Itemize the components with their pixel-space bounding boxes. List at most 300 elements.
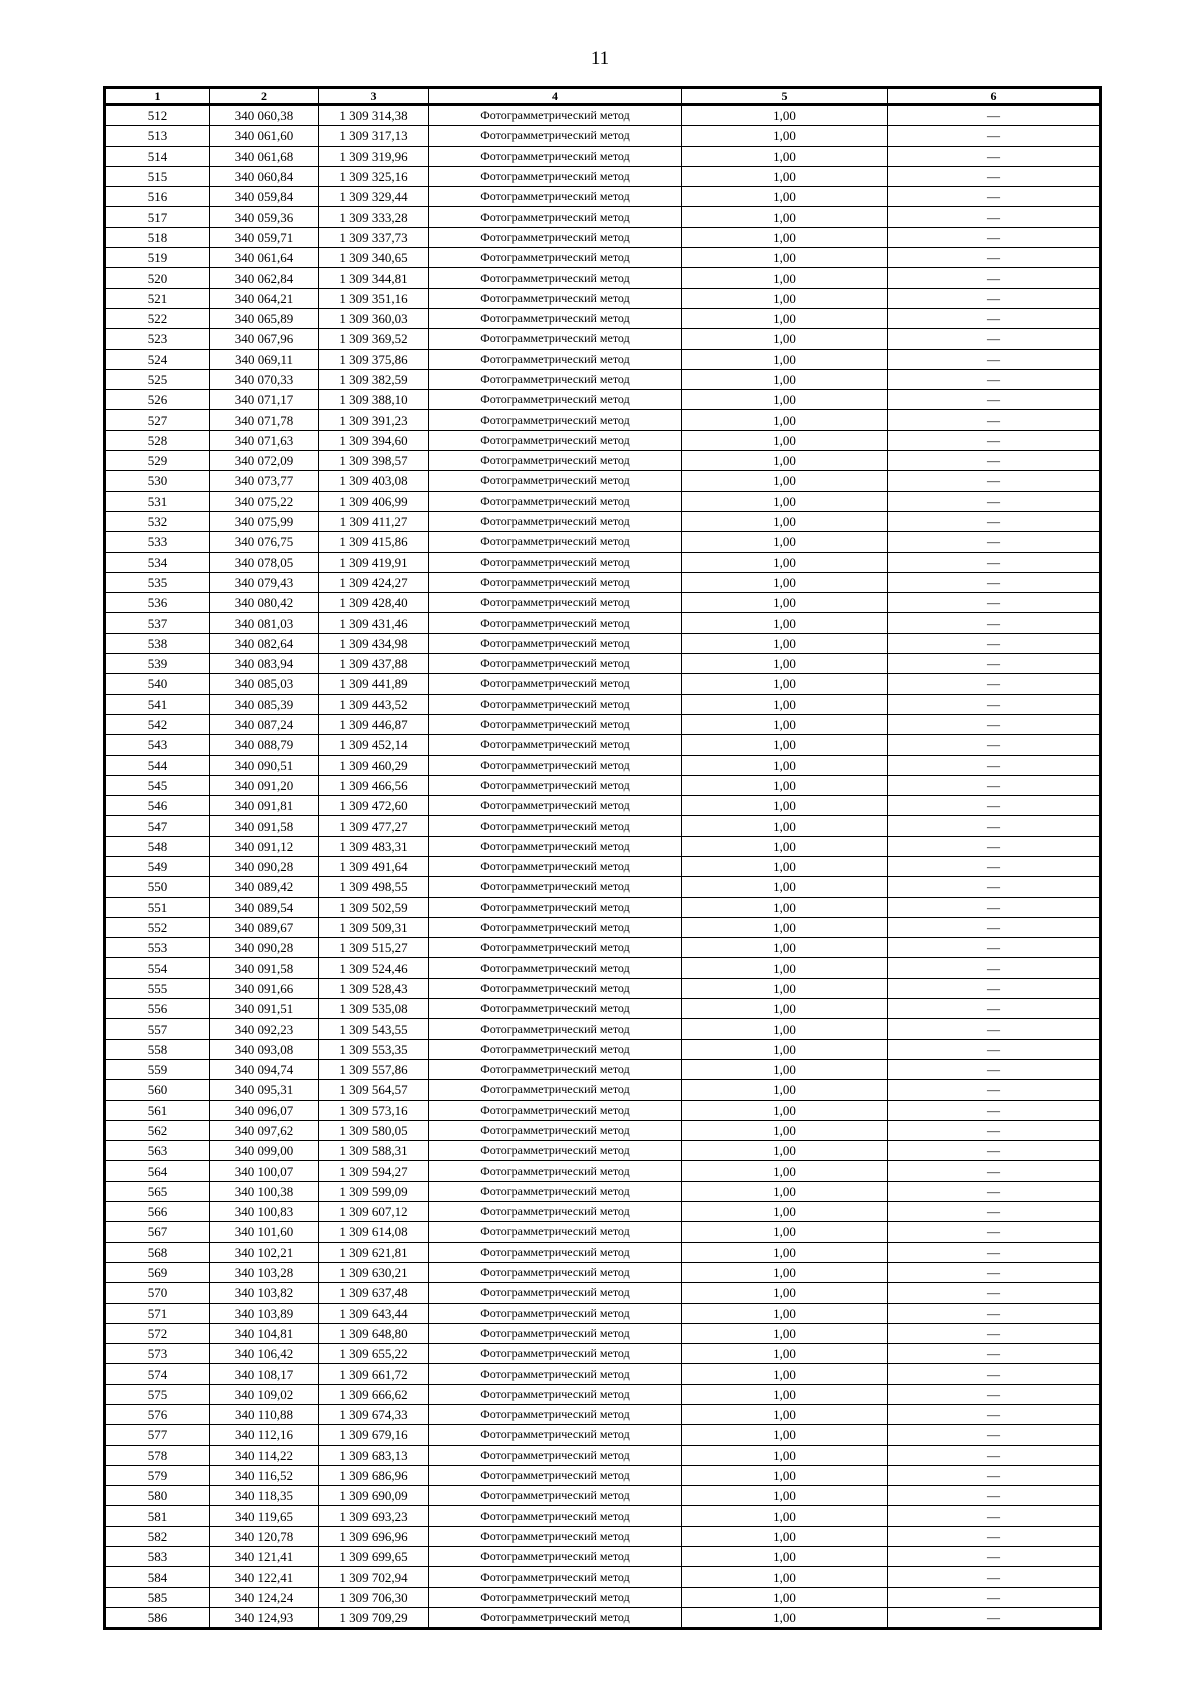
y-coordinate-cell: 1 309 477,27 bbox=[319, 816, 429, 836]
x-coordinate-cell: 340 091,51 bbox=[210, 999, 319, 1019]
point-number-cell: 537 bbox=[105, 613, 210, 633]
table-row bbox=[105, 1526, 1101, 1546]
method-cell: Фотограмметрический метод bbox=[429, 491, 682, 511]
table-row bbox=[105, 329, 1101, 349]
table-row bbox=[105, 694, 1101, 714]
table-header-row bbox=[105, 88, 1101, 105]
point-number-cell: 568 bbox=[105, 1242, 210, 1262]
point-number-cell: 535 bbox=[105, 572, 210, 592]
x-coordinate-cell: 340 114,22 bbox=[210, 1445, 319, 1465]
table-row bbox=[105, 1059, 1101, 1079]
point-number-cell: 575 bbox=[105, 1384, 210, 1404]
point-number-cell: 555 bbox=[105, 978, 210, 998]
x-coordinate-cell: 340 091,81 bbox=[210, 796, 319, 816]
accuracy-cell: 1,00 bbox=[682, 856, 888, 876]
x-coordinate-cell: 340 097,62 bbox=[210, 1120, 319, 1140]
point-number-cell: 578 bbox=[105, 1445, 210, 1465]
x-coordinate-cell: 340 085,03 bbox=[210, 674, 319, 694]
note-cell: — bbox=[888, 593, 1101, 613]
point-number-cell: 546 bbox=[105, 796, 210, 816]
method-cell: Фотограмметрический метод bbox=[429, 938, 682, 958]
point-number-cell: 534 bbox=[105, 552, 210, 572]
table-row bbox=[105, 816, 1101, 836]
accuracy-cell: 1,00 bbox=[682, 1202, 888, 1222]
table-row bbox=[105, 308, 1101, 328]
accuracy-cell: 1,00 bbox=[682, 1181, 888, 1201]
point-number-cell: 584 bbox=[105, 1567, 210, 1587]
x-coordinate-cell: 340 112,16 bbox=[210, 1425, 319, 1445]
accuracy-cell: 1,00 bbox=[682, 308, 888, 328]
x-coordinate-cell: 340 104,81 bbox=[210, 1323, 319, 1343]
table-row bbox=[105, 836, 1101, 856]
x-coordinate-cell: 340 061,64 bbox=[210, 248, 319, 268]
table-row bbox=[105, 1222, 1101, 1242]
method-cell: Фотограмметрический метод bbox=[429, 471, 682, 491]
y-coordinate-cell: 1 309 483,31 bbox=[319, 836, 429, 856]
method-cell: Фотограмметрический метод bbox=[429, 1405, 682, 1425]
table-row bbox=[105, 735, 1101, 755]
method-cell: Фотограмметрический метод bbox=[429, 816, 682, 836]
accuracy-cell: 1,00 bbox=[682, 105, 888, 126]
y-coordinate-cell: 1 309 333,28 bbox=[319, 207, 429, 227]
y-coordinate-cell: 1 309 502,59 bbox=[319, 897, 429, 917]
accuracy-cell: 1,00 bbox=[682, 836, 888, 856]
note-cell: — bbox=[888, 1445, 1101, 1465]
method-cell: Фотограмметрический метод bbox=[429, 308, 682, 328]
table-row bbox=[105, 1100, 1101, 1120]
point-number-cell: 559 bbox=[105, 1059, 210, 1079]
point-number-cell: 531 bbox=[105, 491, 210, 511]
accuracy-cell: 1,00 bbox=[682, 593, 888, 613]
note-cell: — bbox=[888, 1364, 1101, 1384]
table-row bbox=[105, 166, 1101, 186]
method-cell: Фотограмметрический метод bbox=[429, 227, 682, 247]
table-row bbox=[105, 369, 1101, 389]
method-cell: Фотограмметрический метод bbox=[429, 775, 682, 795]
table-row bbox=[105, 1080, 1101, 1100]
point-number-cell: 528 bbox=[105, 430, 210, 450]
note-cell: — bbox=[888, 755, 1101, 775]
note-cell: — bbox=[888, 1547, 1101, 1567]
x-coordinate-cell: 340 075,99 bbox=[210, 511, 319, 531]
point-number-cell: 550 bbox=[105, 877, 210, 897]
note-cell: — bbox=[888, 390, 1101, 410]
accuracy-cell: 1,00 bbox=[682, 1587, 888, 1607]
table-row bbox=[105, 978, 1101, 998]
y-coordinate-cell: 1 309 415,86 bbox=[319, 532, 429, 552]
note-cell: — bbox=[888, 1506, 1101, 1526]
table-row bbox=[105, 714, 1101, 734]
note-cell: — bbox=[888, 1242, 1101, 1262]
point-number-cell: 583 bbox=[105, 1547, 210, 1567]
point-number-cell: 520 bbox=[105, 268, 210, 288]
note-cell: — bbox=[888, 999, 1101, 1019]
note-cell: — bbox=[888, 227, 1101, 247]
y-coordinate-cell: 1 309 509,31 bbox=[319, 917, 429, 937]
method-cell: Фотограмметрический метод bbox=[429, 369, 682, 389]
x-coordinate-cell: 340 061,60 bbox=[210, 126, 319, 146]
table-row bbox=[105, 1303, 1101, 1323]
point-number-cell: 526 bbox=[105, 390, 210, 410]
table-row bbox=[105, 1445, 1101, 1465]
x-coordinate-cell: 340 059,36 bbox=[210, 207, 319, 227]
y-coordinate-cell: 1 309 524,46 bbox=[319, 958, 429, 978]
x-coordinate-cell: 340 090,28 bbox=[210, 856, 319, 876]
y-coordinate-cell: 1 309 344,81 bbox=[319, 268, 429, 288]
x-coordinate-cell: 340 096,07 bbox=[210, 1100, 319, 1120]
y-coordinate-cell: 1 309 460,29 bbox=[319, 755, 429, 775]
method-cell: Фотограмметрический метод bbox=[429, 694, 682, 714]
point-number-cell: 585 bbox=[105, 1587, 210, 1607]
accuracy-cell: 1,00 bbox=[682, 511, 888, 531]
note-cell: — bbox=[888, 410, 1101, 430]
table-row bbox=[105, 532, 1101, 552]
point-number-cell: 580 bbox=[105, 1486, 210, 1506]
y-coordinate-cell: 1 309 498,55 bbox=[319, 877, 429, 897]
accuracy-cell: 1,00 bbox=[682, 1120, 888, 1140]
method-cell: Фотограмметрический метод bbox=[429, 836, 682, 856]
accuracy-cell: 1,00 bbox=[682, 674, 888, 694]
point-number-cell: 552 bbox=[105, 917, 210, 937]
method-cell: Фотограмметрический метод bbox=[429, 1607, 682, 1628]
x-coordinate-cell: 340 109,02 bbox=[210, 1384, 319, 1404]
y-coordinate-cell: 1 309 437,88 bbox=[319, 654, 429, 674]
y-coordinate-cell: 1 309 690,09 bbox=[319, 1486, 429, 1506]
point-number-cell: 577 bbox=[105, 1425, 210, 1445]
table-row bbox=[105, 958, 1101, 978]
accuracy-cell: 1,00 bbox=[682, 938, 888, 958]
x-coordinate-cell: 340 122,41 bbox=[210, 1567, 319, 1587]
method-cell: Фотограмметрический метод bbox=[429, 410, 682, 430]
note-cell: — bbox=[888, 1181, 1101, 1201]
accuracy-cell: 1,00 bbox=[682, 1323, 888, 1343]
accuracy-cell: 1,00 bbox=[682, 1080, 888, 1100]
method-cell: Фотограмметрический метод bbox=[429, 714, 682, 734]
column-header-2: 2 bbox=[210, 88, 319, 105]
table-row bbox=[105, 1120, 1101, 1140]
note-cell: — bbox=[888, 1222, 1101, 1242]
table-row bbox=[105, 511, 1101, 531]
method-cell: Фотограмметрический метод bbox=[429, 288, 682, 308]
accuracy-cell: 1,00 bbox=[682, 1526, 888, 1546]
y-coordinate-cell: 1 309 679,16 bbox=[319, 1425, 429, 1445]
point-number-cell: 549 bbox=[105, 856, 210, 876]
point-number-cell: 527 bbox=[105, 410, 210, 430]
method-cell: Фотограмметрический метод bbox=[429, 654, 682, 674]
y-coordinate-cell: 1 309 706,30 bbox=[319, 1587, 429, 1607]
method-cell: Фотограмметрический метод bbox=[429, 1181, 682, 1201]
point-number-cell: 576 bbox=[105, 1405, 210, 1425]
table-row bbox=[105, 430, 1101, 450]
y-coordinate-cell: 1 309 637,48 bbox=[319, 1283, 429, 1303]
accuracy-cell: 1,00 bbox=[682, 877, 888, 897]
table-row bbox=[105, 288, 1101, 308]
y-coordinate-cell: 1 309 431,46 bbox=[319, 613, 429, 633]
note-cell: — bbox=[888, 511, 1101, 531]
method-cell: Фотограмметрический метод bbox=[429, 105, 682, 126]
point-number-cell: 566 bbox=[105, 1202, 210, 1222]
accuracy-cell: 1,00 bbox=[682, 491, 888, 511]
x-coordinate-cell: 340 091,20 bbox=[210, 775, 319, 795]
x-coordinate-cell: 340 120,78 bbox=[210, 1526, 319, 1546]
method-cell: Фотограмметрический метод bbox=[429, 1019, 682, 1039]
method-cell: Фотограмметрический метод bbox=[429, 532, 682, 552]
note-cell: — bbox=[888, 856, 1101, 876]
point-number-cell: 533 bbox=[105, 532, 210, 552]
note-cell: — bbox=[888, 958, 1101, 978]
table-row bbox=[105, 248, 1101, 268]
y-coordinate-cell: 1 309 702,94 bbox=[319, 1567, 429, 1587]
y-coordinate-cell: 1 309 661,72 bbox=[319, 1364, 429, 1384]
note-cell: — bbox=[888, 1526, 1101, 1546]
accuracy-cell: 1,00 bbox=[682, 1161, 888, 1181]
method-cell: Фотограмметрический метод bbox=[429, 1465, 682, 1485]
accuracy-cell: 1,00 bbox=[682, 1567, 888, 1587]
accuracy-cell: 1,00 bbox=[682, 1059, 888, 1079]
x-coordinate-cell: 340 091,66 bbox=[210, 978, 319, 998]
method-cell: Фотограмметрический метод bbox=[429, 1323, 682, 1343]
note-cell: — bbox=[888, 1405, 1101, 1425]
note-cell: — bbox=[888, 166, 1101, 186]
note-cell: — bbox=[888, 187, 1101, 207]
x-coordinate-cell: 340 110,88 bbox=[210, 1405, 319, 1425]
accuracy-cell: 1,00 bbox=[682, 978, 888, 998]
method-cell: Фотограмметрический метод bbox=[429, 126, 682, 146]
accuracy-cell: 1,00 bbox=[682, 349, 888, 369]
accuracy-cell: 1,00 bbox=[682, 1425, 888, 1445]
x-coordinate-cell: 340 099,00 bbox=[210, 1141, 319, 1161]
table-row bbox=[105, 917, 1101, 937]
y-coordinate-cell: 1 309 553,35 bbox=[319, 1039, 429, 1059]
accuracy-cell: 1,00 bbox=[682, 532, 888, 552]
method-cell: Фотограмметрический метод bbox=[429, 1344, 682, 1364]
table-row bbox=[105, 552, 1101, 572]
note-cell: — bbox=[888, 978, 1101, 998]
point-number-cell: 523 bbox=[105, 329, 210, 349]
method-cell: Фотограмметрический метод bbox=[429, 735, 682, 755]
y-coordinate-cell: 1 309 491,64 bbox=[319, 856, 429, 876]
table-row bbox=[105, 877, 1101, 897]
table-row bbox=[105, 1486, 1101, 1506]
method-cell: Фотограмметрический метод bbox=[429, 1526, 682, 1546]
column-header-1: 1 bbox=[105, 88, 210, 105]
point-number-cell: 517 bbox=[105, 207, 210, 227]
point-number-cell: 581 bbox=[105, 1506, 210, 1526]
accuracy-cell: 1,00 bbox=[682, 430, 888, 450]
method-cell: Фотограмметрический метод bbox=[429, 1364, 682, 1384]
method-cell: Фотограмметрический метод bbox=[429, 958, 682, 978]
table-row bbox=[105, 268, 1101, 288]
accuracy-cell: 1,00 bbox=[682, 1039, 888, 1059]
accuracy-cell: 1,00 bbox=[682, 1242, 888, 1262]
point-number-cell: 525 bbox=[105, 369, 210, 389]
note-cell: — bbox=[888, 694, 1101, 714]
note-cell: — bbox=[888, 1141, 1101, 1161]
point-number-cell: 571 bbox=[105, 1303, 210, 1323]
accuracy-cell: 1,00 bbox=[682, 207, 888, 227]
point-number-cell: 547 bbox=[105, 816, 210, 836]
table-row bbox=[105, 897, 1101, 917]
point-number-cell: 553 bbox=[105, 938, 210, 958]
point-number-cell: 521 bbox=[105, 288, 210, 308]
point-number-cell: 579 bbox=[105, 1465, 210, 1485]
table-row bbox=[105, 207, 1101, 227]
note-cell: — bbox=[888, 1262, 1101, 1282]
x-coordinate-cell: 340 100,83 bbox=[210, 1202, 319, 1222]
x-coordinate-cell: 340 093,08 bbox=[210, 1039, 319, 1059]
method-cell: Фотограмметрический метод bbox=[429, 207, 682, 227]
method-cell: Фотограмметрический метод bbox=[429, 856, 682, 876]
table-row bbox=[105, 1161, 1101, 1181]
x-coordinate-cell: 340 080,42 bbox=[210, 593, 319, 613]
x-coordinate-cell: 340 088,79 bbox=[210, 735, 319, 755]
table-row bbox=[105, 856, 1101, 876]
accuracy-cell: 1,00 bbox=[682, 227, 888, 247]
accuracy-cell: 1,00 bbox=[682, 329, 888, 349]
method-cell: Фотограмметрический метод bbox=[429, 1080, 682, 1100]
y-coordinate-cell: 1 309 388,10 bbox=[319, 390, 429, 410]
table-row bbox=[105, 105, 1101, 126]
table-row bbox=[105, 1202, 1101, 1222]
y-coordinate-cell: 1 309 398,57 bbox=[319, 451, 429, 471]
table-row bbox=[105, 796, 1101, 816]
note-cell: — bbox=[888, 430, 1101, 450]
y-coordinate-cell: 1 309 621,81 bbox=[319, 1242, 429, 1262]
table-row bbox=[105, 187, 1101, 207]
point-number-cell: 562 bbox=[105, 1120, 210, 1140]
point-number-cell: 557 bbox=[105, 1019, 210, 1039]
method-cell: Фотограмметрический метод bbox=[429, 1303, 682, 1323]
accuracy-cell: 1,00 bbox=[682, 572, 888, 592]
note-cell: — bbox=[888, 1039, 1101, 1059]
accuracy-cell: 1,00 bbox=[682, 288, 888, 308]
x-coordinate-cell: 340 089,42 bbox=[210, 877, 319, 897]
accuracy-cell: 1,00 bbox=[682, 1465, 888, 1485]
page-number: 11 bbox=[590, 48, 610, 69]
table-row bbox=[105, 1141, 1101, 1161]
table-row bbox=[105, 1506, 1101, 1526]
accuracy-cell: 1,00 bbox=[682, 958, 888, 978]
x-coordinate-cell: 340 071,78 bbox=[210, 410, 319, 430]
note-cell: — bbox=[888, 308, 1101, 328]
table-row bbox=[105, 1283, 1101, 1303]
x-coordinate-cell: 340 062,84 bbox=[210, 268, 319, 288]
x-coordinate-cell: 340 078,05 bbox=[210, 552, 319, 572]
table-row bbox=[105, 1465, 1101, 1485]
note-cell: — bbox=[888, 369, 1101, 389]
note-cell: — bbox=[888, 674, 1101, 694]
point-number-cell: 515 bbox=[105, 166, 210, 186]
note-cell: — bbox=[888, 552, 1101, 572]
y-coordinate-cell: 1 309 543,55 bbox=[319, 1019, 429, 1039]
x-coordinate-cell: 340 083,94 bbox=[210, 654, 319, 674]
table-row bbox=[105, 1323, 1101, 1343]
accuracy-cell: 1,00 bbox=[682, 268, 888, 288]
y-coordinate-cell: 1 309 607,12 bbox=[319, 1202, 429, 1222]
accuracy-cell: 1,00 bbox=[682, 1262, 888, 1282]
y-coordinate-cell: 1 309 466,56 bbox=[319, 775, 429, 795]
point-number-cell: 543 bbox=[105, 735, 210, 755]
accuracy-cell: 1,00 bbox=[682, 369, 888, 389]
note-cell: — bbox=[888, 1344, 1101, 1364]
method-cell: Фотограмметрический метод bbox=[429, 1222, 682, 1242]
x-coordinate-cell: 340 060,84 bbox=[210, 166, 319, 186]
accuracy-cell: 1,00 bbox=[682, 1364, 888, 1384]
table-row bbox=[105, 146, 1101, 166]
y-coordinate-cell: 1 309 452,14 bbox=[319, 735, 429, 755]
x-coordinate-cell: 340 071,17 bbox=[210, 390, 319, 410]
accuracy-cell: 1,00 bbox=[682, 613, 888, 633]
method-cell: Фотограмметрический метод bbox=[429, 1384, 682, 1404]
x-coordinate-cell: 340 085,39 bbox=[210, 694, 319, 714]
note-cell: — bbox=[888, 1283, 1101, 1303]
y-coordinate-cell: 1 309 391,23 bbox=[319, 410, 429, 430]
point-number-cell: 513 bbox=[105, 126, 210, 146]
x-coordinate-cell: 340 118,35 bbox=[210, 1486, 319, 1506]
note-cell: — bbox=[888, 1323, 1101, 1343]
y-coordinate-cell: 1 309 557,86 bbox=[319, 1059, 429, 1079]
accuracy-cell: 1,00 bbox=[682, 1283, 888, 1303]
note-cell: — bbox=[888, 714, 1101, 734]
accuracy-cell: 1,00 bbox=[682, 735, 888, 755]
table-row bbox=[105, 126, 1101, 146]
table-row bbox=[105, 755, 1101, 775]
table-row bbox=[105, 999, 1101, 1019]
accuracy-cell: 1,00 bbox=[682, 166, 888, 186]
accuracy-cell: 1,00 bbox=[682, 471, 888, 491]
accuracy-cell: 1,00 bbox=[682, 1222, 888, 1242]
point-number-cell: 567 bbox=[105, 1222, 210, 1242]
point-number-cell: 530 bbox=[105, 471, 210, 491]
note-cell: — bbox=[888, 796, 1101, 816]
y-coordinate-cell: 1 309 329,44 bbox=[319, 187, 429, 207]
y-coordinate-cell: 1 309 599,09 bbox=[319, 1181, 429, 1201]
note-cell: — bbox=[888, 897, 1101, 917]
table-row bbox=[105, 1181, 1101, 1201]
method-cell: Фотограмметрический метод bbox=[429, 572, 682, 592]
method-cell: Фотограмметрический метод bbox=[429, 1445, 682, 1465]
table-row bbox=[105, 491, 1101, 511]
x-coordinate-cell: 340 119,65 bbox=[210, 1506, 319, 1526]
table-row bbox=[105, 1262, 1101, 1282]
y-coordinate-cell: 1 309 319,96 bbox=[319, 146, 429, 166]
accuracy-cell: 1,00 bbox=[682, 917, 888, 937]
y-coordinate-cell: 1 309 446,87 bbox=[319, 714, 429, 734]
note-cell: — bbox=[888, 816, 1101, 836]
accuracy-cell: 1,00 bbox=[682, 1384, 888, 1404]
note-cell: — bbox=[888, 288, 1101, 308]
point-number-cell: 519 bbox=[105, 248, 210, 268]
point-number-cell: 551 bbox=[105, 897, 210, 917]
x-coordinate-cell: 340 101,60 bbox=[210, 1222, 319, 1242]
method-cell: Фотограмметрический метод bbox=[429, 1120, 682, 1140]
y-coordinate-cell: 1 309 573,16 bbox=[319, 1100, 429, 1120]
note-cell: — bbox=[888, 1425, 1101, 1445]
method-cell: Фотограмметрический метод bbox=[429, 593, 682, 613]
coordinates-table bbox=[103, 86, 1102, 1630]
table-row bbox=[105, 1425, 1101, 1445]
x-coordinate-cell: 340 094,74 bbox=[210, 1059, 319, 1079]
x-coordinate-cell: 340 070,33 bbox=[210, 369, 319, 389]
y-coordinate-cell: 1 309 515,27 bbox=[319, 938, 429, 958]
accuracy-cell: 1,00 bbox=[682, 451, 888, 471]
note-cell: — bbox=[888, 917, 1101, 937]
accuracy-cell: 1,00 bbox=[682, 146, 888, 166]
point-number-cell: 570 bbox=[105, 1283, 210, 1303]
point-number-cell: 560 bbox=[105, 1080, 210, 1100]
note-cell: — bbox=[888, 248, 1101, 268]
method-cell: Фотограмметрический метод bbox=[429, 755, 682, 775]
